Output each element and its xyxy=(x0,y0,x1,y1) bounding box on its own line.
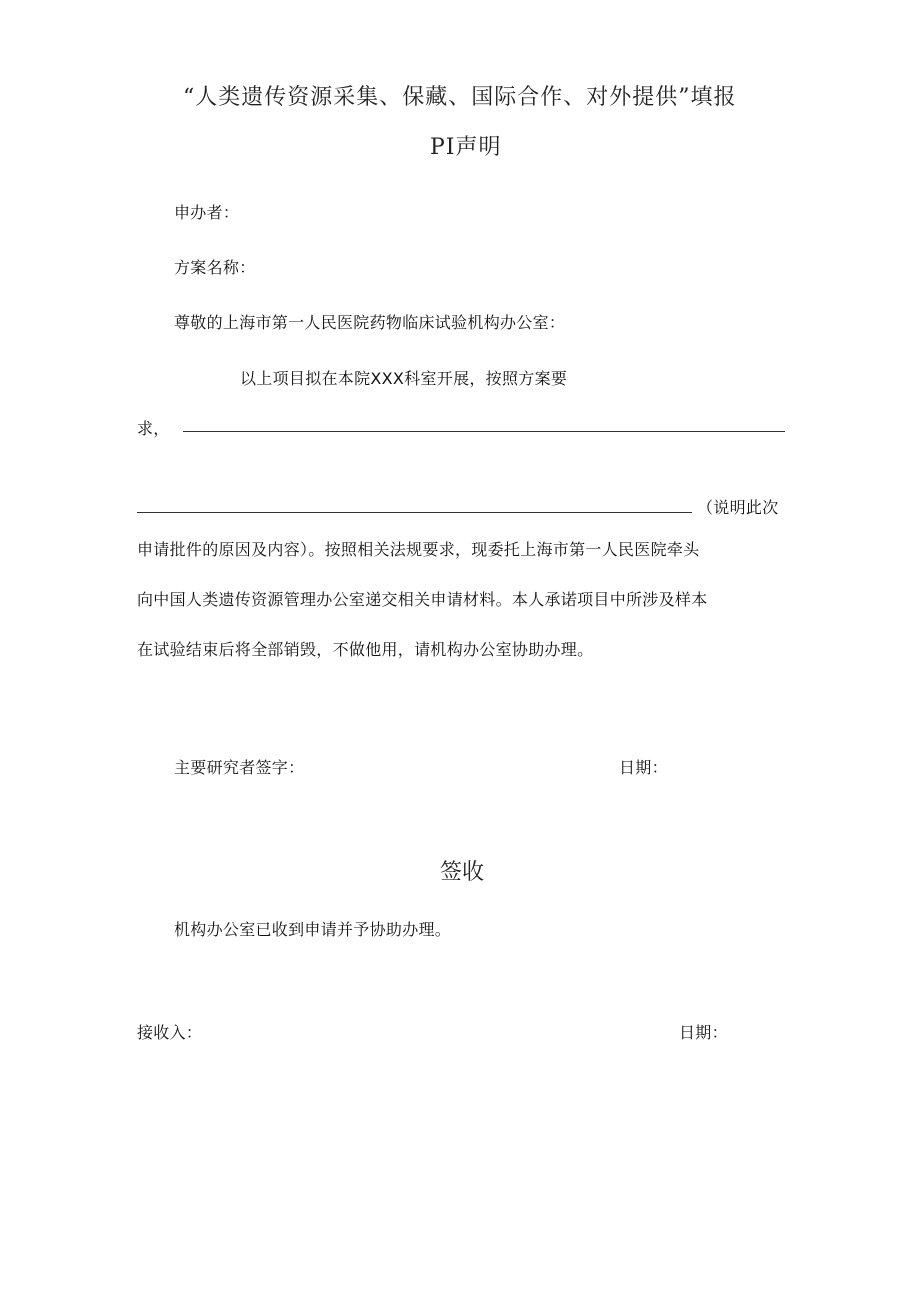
receiver-date-label: 日期： xyxy=(679,1023,728,1042)
intro-line: 以上项目拟在本院XXX科室开展，按照方案要 xyxy=(240,369,568,388)
requirement-prefix: 求， xyxy=(137,419,170,438)
pi-signature-label: 主要研究者签字： xyxy=(174,758,305,777)
receipt-title: 签收 xyxy=(440,860,485,885)
paragraph-line-2: 向中国人类遗传资源管理办公室递交相关申请材料。本人承诺项目中所涉及样本 xyxy=(137,590,708,609)
requirement-blank-line-1[interactable] xyxy=(183,431,785,432)
paragraph-line-1: 申请批件的原因及内容）。按照相关法规要求，现委托上海市第一人民医院牵头 xyxy=(137,540,700,559)
sponsor-label: 申办者： xyxy=(174,203,240,222)
salutation: 尊敬的上海市第一人民医院药物临床试验机构办公室： xyxy=(174,313,566,332)
explain-suffix: （说明此次 xyxy=(697,498,779,517)
receipt-text: 机构办公室已收到申请并予协助办理。 xyxy=(174,920,452,939)
requirement-blank-line-2[interactable] xyxy=(137,512,692,513)
receiver-label: 接收入： xyxy=(137,1023,203,1042)
document-title-line2: PI声明 xyxy=(430,135,502,160)
protocol-name-label: 方案名称： xyxy=(174,258,256,277)
document-title-line1: “人类遗传资源采集、保藏、国际合作、对外提供”填报 xyxy=(183,85,737,110)
paragraph-line-3: 在试验结束后将全部销毁，不做他用，请机构办公室协助办理。 xyxy=(137,640,594,659)
pi-date-label: 日期： xyxy=(619,758,668,777)
